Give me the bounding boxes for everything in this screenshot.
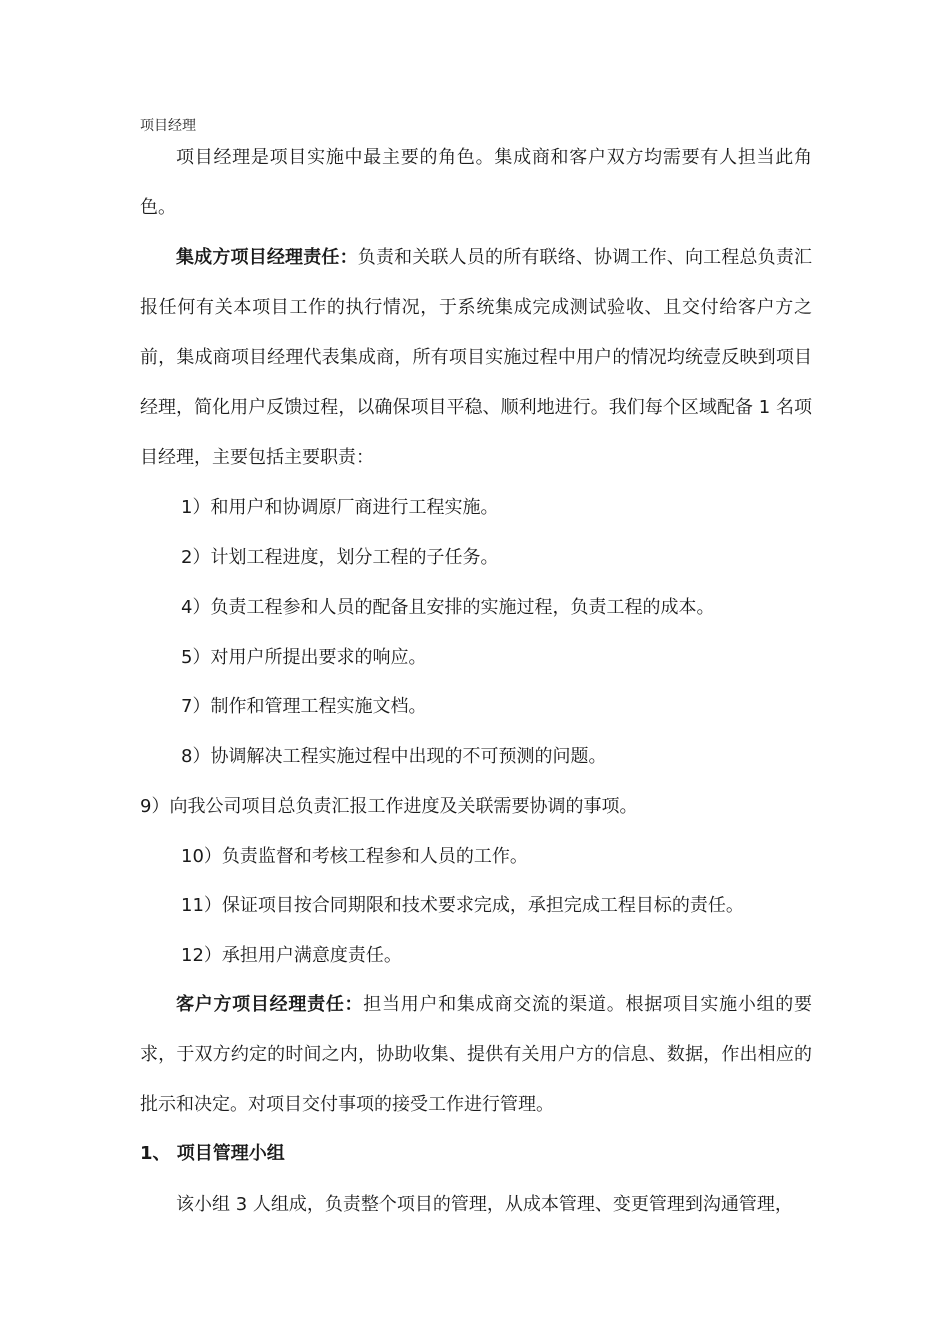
page-heading: 项目经理 [140, 118, 196, 134]
section-paragraph: 该小组 3 人组成，负责整个项目的管理，从成本管理、变更管理到沟通管理， [176, 1194, 793, 1215]
duty-item: 5）对用户所提出要求的响应。 [181, 647, 427, 668]
duty-item: 11）保证项目按合同期限和技术要求完成，承担完成工程目标的责任。 [181, 895, 744, 916]
integrator-responsibility-text: 负责和关联人员的所有联络、协调工作、向工程总负责汇报任何有关本项目工作的执行情况，于系统集成完成测试验收、且交付给客户方之前，集成商项目经理代表集成商，所有项目实施过程中用户的情况均统壹反映到项目经理，简化用户反馈过程，以确保项目平稳、顺利地进行。我们每个区域配备 1 名项目经理，主要包括主要职责： [140, 247, 812, 468]
duty-item: 8）协调解决工程实施过程中出现的不可预测的问题。 [181, 746, 607, 767]
duty-item: 7）制作和管理工程实施文档。 [181, 696, 427, 717]
duty-item: 9）向我公司项目总负责汇报工作进度及关联需要协调的事项。 [140, 796, 638, 817]
duty-item: 2）计划工程进度，划分工程的子任务。 [181, 547, 499, 568]
client-responsibility-text: 担当用户和集成商交流的渠道。根据项目实施小组的要求，于双方约定的时间之内，协助收集、提供有关用户方的信息、数据，作出相应的批示和决定。对项目交付事项的接受工作进行管理。 [140, 994, 813, 1115]
integrator-responsibility-paragraph [140, 233, 812, 483]
section-title: 1、 项目管理小组 [140, 1143, 285, 1164]
client-responsibility-paragraph [140, 980, 812, 1130]
client-responsibility-label: 客户方项目经理责任： [176, 994, 364, 1015]
duty-item: 4）负责工程参和人员的配备且安排的实施过程，负责工程的成本。 [181, 597, 715, 618]
integrator-responsibility-label: 集成方项目经理责任： [176, 247, 358, 268]
intro-paragraph: 项目经理是项目实施中最主要的角色。集成商和客户双方均需要有人担当此角色。 [140, 147, 812, 218]
duty-item: 1）和用户和协调原厂商进行工程实施。 [181, 497, 499, 518]
duty-item: 12）承担用户满意度责任。 [181, 945, 402, 966]
duty-item: 10）负责监督和考核工程参和人员的工作。 [181, 846, 528, 867]
